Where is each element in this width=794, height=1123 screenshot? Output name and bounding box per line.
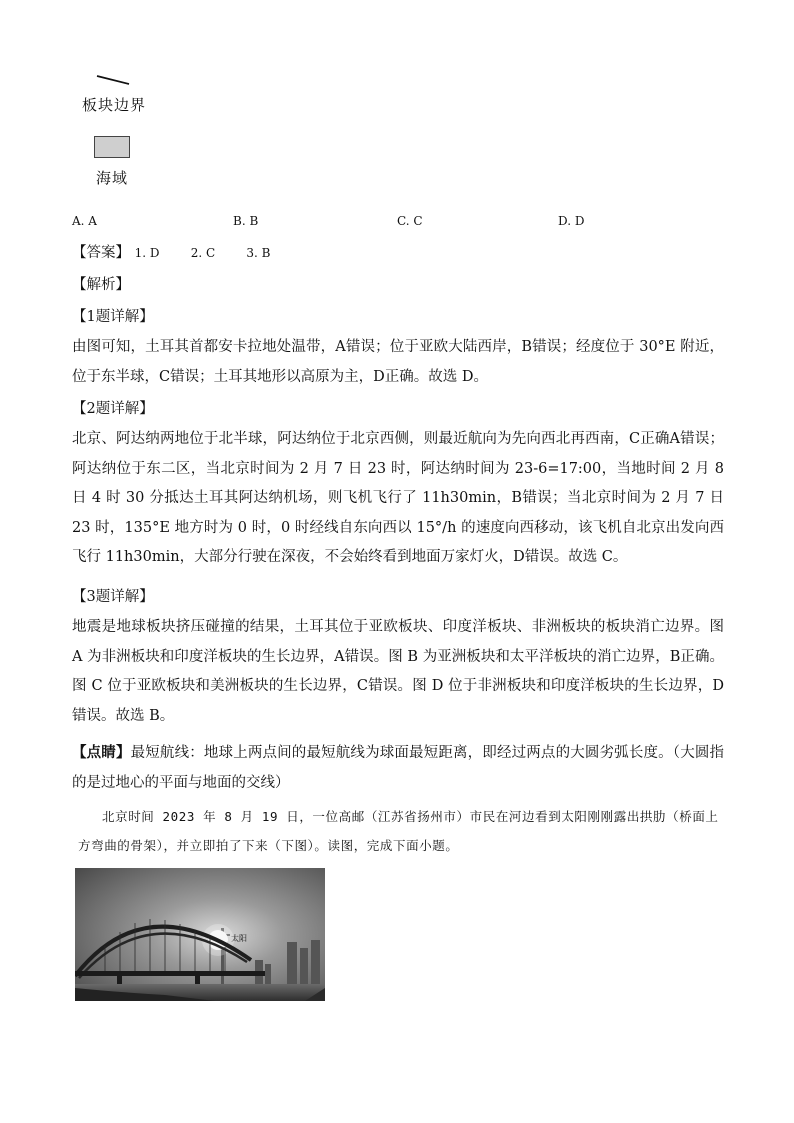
q1-body: 由图可知，土耳其首都安卡拉地处温带，A错误；位于亚欧大陆西岸，B错误；经度位于 30°E 附近，位于东半球，C错误；土耳其地形以高原为主，D正确。故选 D。 (72, 339, 724, 385)
tip-paragraph (72, 738, 724, 798)
q1-heading: 【1题详解】 (72, 309, 154, 325)
q2-heading: 【2题详解】 (72, 401, 154, 417)
q3-body: 地震是地球板块挤压碰撞的结果，土耳其位于亚欧板块、印度洋板块、非洲板块的板块消亡边界。图 A 为非洲板块和印度洋板块的生长边界，A错误。图 B 为亚洲板块和太平洋板块的消亡边界，B正确。图 C 位于亚欧板块和美洲板块的生长边界，C错误。图 D 位于非洲板块和印度洋板块的生长边界，D错误。故选 B。 (72, 619, 724, 724)
bridge-sunrise-photo (75, 868, 325, 1001)
tip-body: 最短航线：地球上两点间的最短航线为球面最短距离，即经过两点的大圆劣弧长度。（大圆指的是过地心的平面与地面的交线） (72, 745, 725, 791)
analysis-tag: 【解析】 (72, 277, 130, 293)
answer-item-3: 3. B (246, 246, 271, 260)
sea-area-swatch (94, 136, 130, 158)
option-a: A. A (72, 214, 97, 228)
answer-tag: 【答案】 (72, 245, 130, 261)
option-b: B. B (233, 214, 259, 228)
q2-body: 北京、阿达纳两地位于北半球，阿达纳位于北京西侧，则最近航向为先向西北再西南，C正确A错误；阿达纳位于东二区，当北京时间为 2 月 7 日 23 时，阿达纳时间为 23-6=17:00，当地时间 2 月 8 日 4 时 30 分抵达土耳其阿达纳机场，则飞机飞行了 11h30min，B错误；当北京时间为 2 月 7 日 23 时，135°E 地方时为 0 时，0 时经线自东向西以 15°/h 的速度向西移动，该飞机自北京出发向西飞行 11h30min，大部分行驶在深夜，不会始终看到地面万家灯火，D错误。故选 C。 (72, 431, 724, 565)
legend-boundary-label: 板块边界 (82, 96, 147, 114)
legend-sea-label: 海域 (96, 169, 129, 187)
option-c: C. C (397, 214, 423, 228)
q3-heading: 【3题详解】 (72, 589, 154, 605)
tip-tag: 【点睛】 (72, 744, 131, 761)
story-prompt: 北京时间 2023 年 8 月 19 日，一位高邮（江苏省扬州市）市民在河边看到太阳刚刚露出拱肋（桥面上方弯曲的骨架），并立即拍了下来（下图）。读图，完成下面小题。 (78, 809, 719, 853)
answer-line (72, 243, 270, 263)
sun-label: 太阳 (231, 934, 247, 943)
option-d: D. D (558, 214, 585, 228)
answer-item-2: 2. C (190, 246, 216, 260)
plate-boundary-symbol (96, 74, 130, 88)
answer-item-1: 1. D (134, 246, 160, 260)
